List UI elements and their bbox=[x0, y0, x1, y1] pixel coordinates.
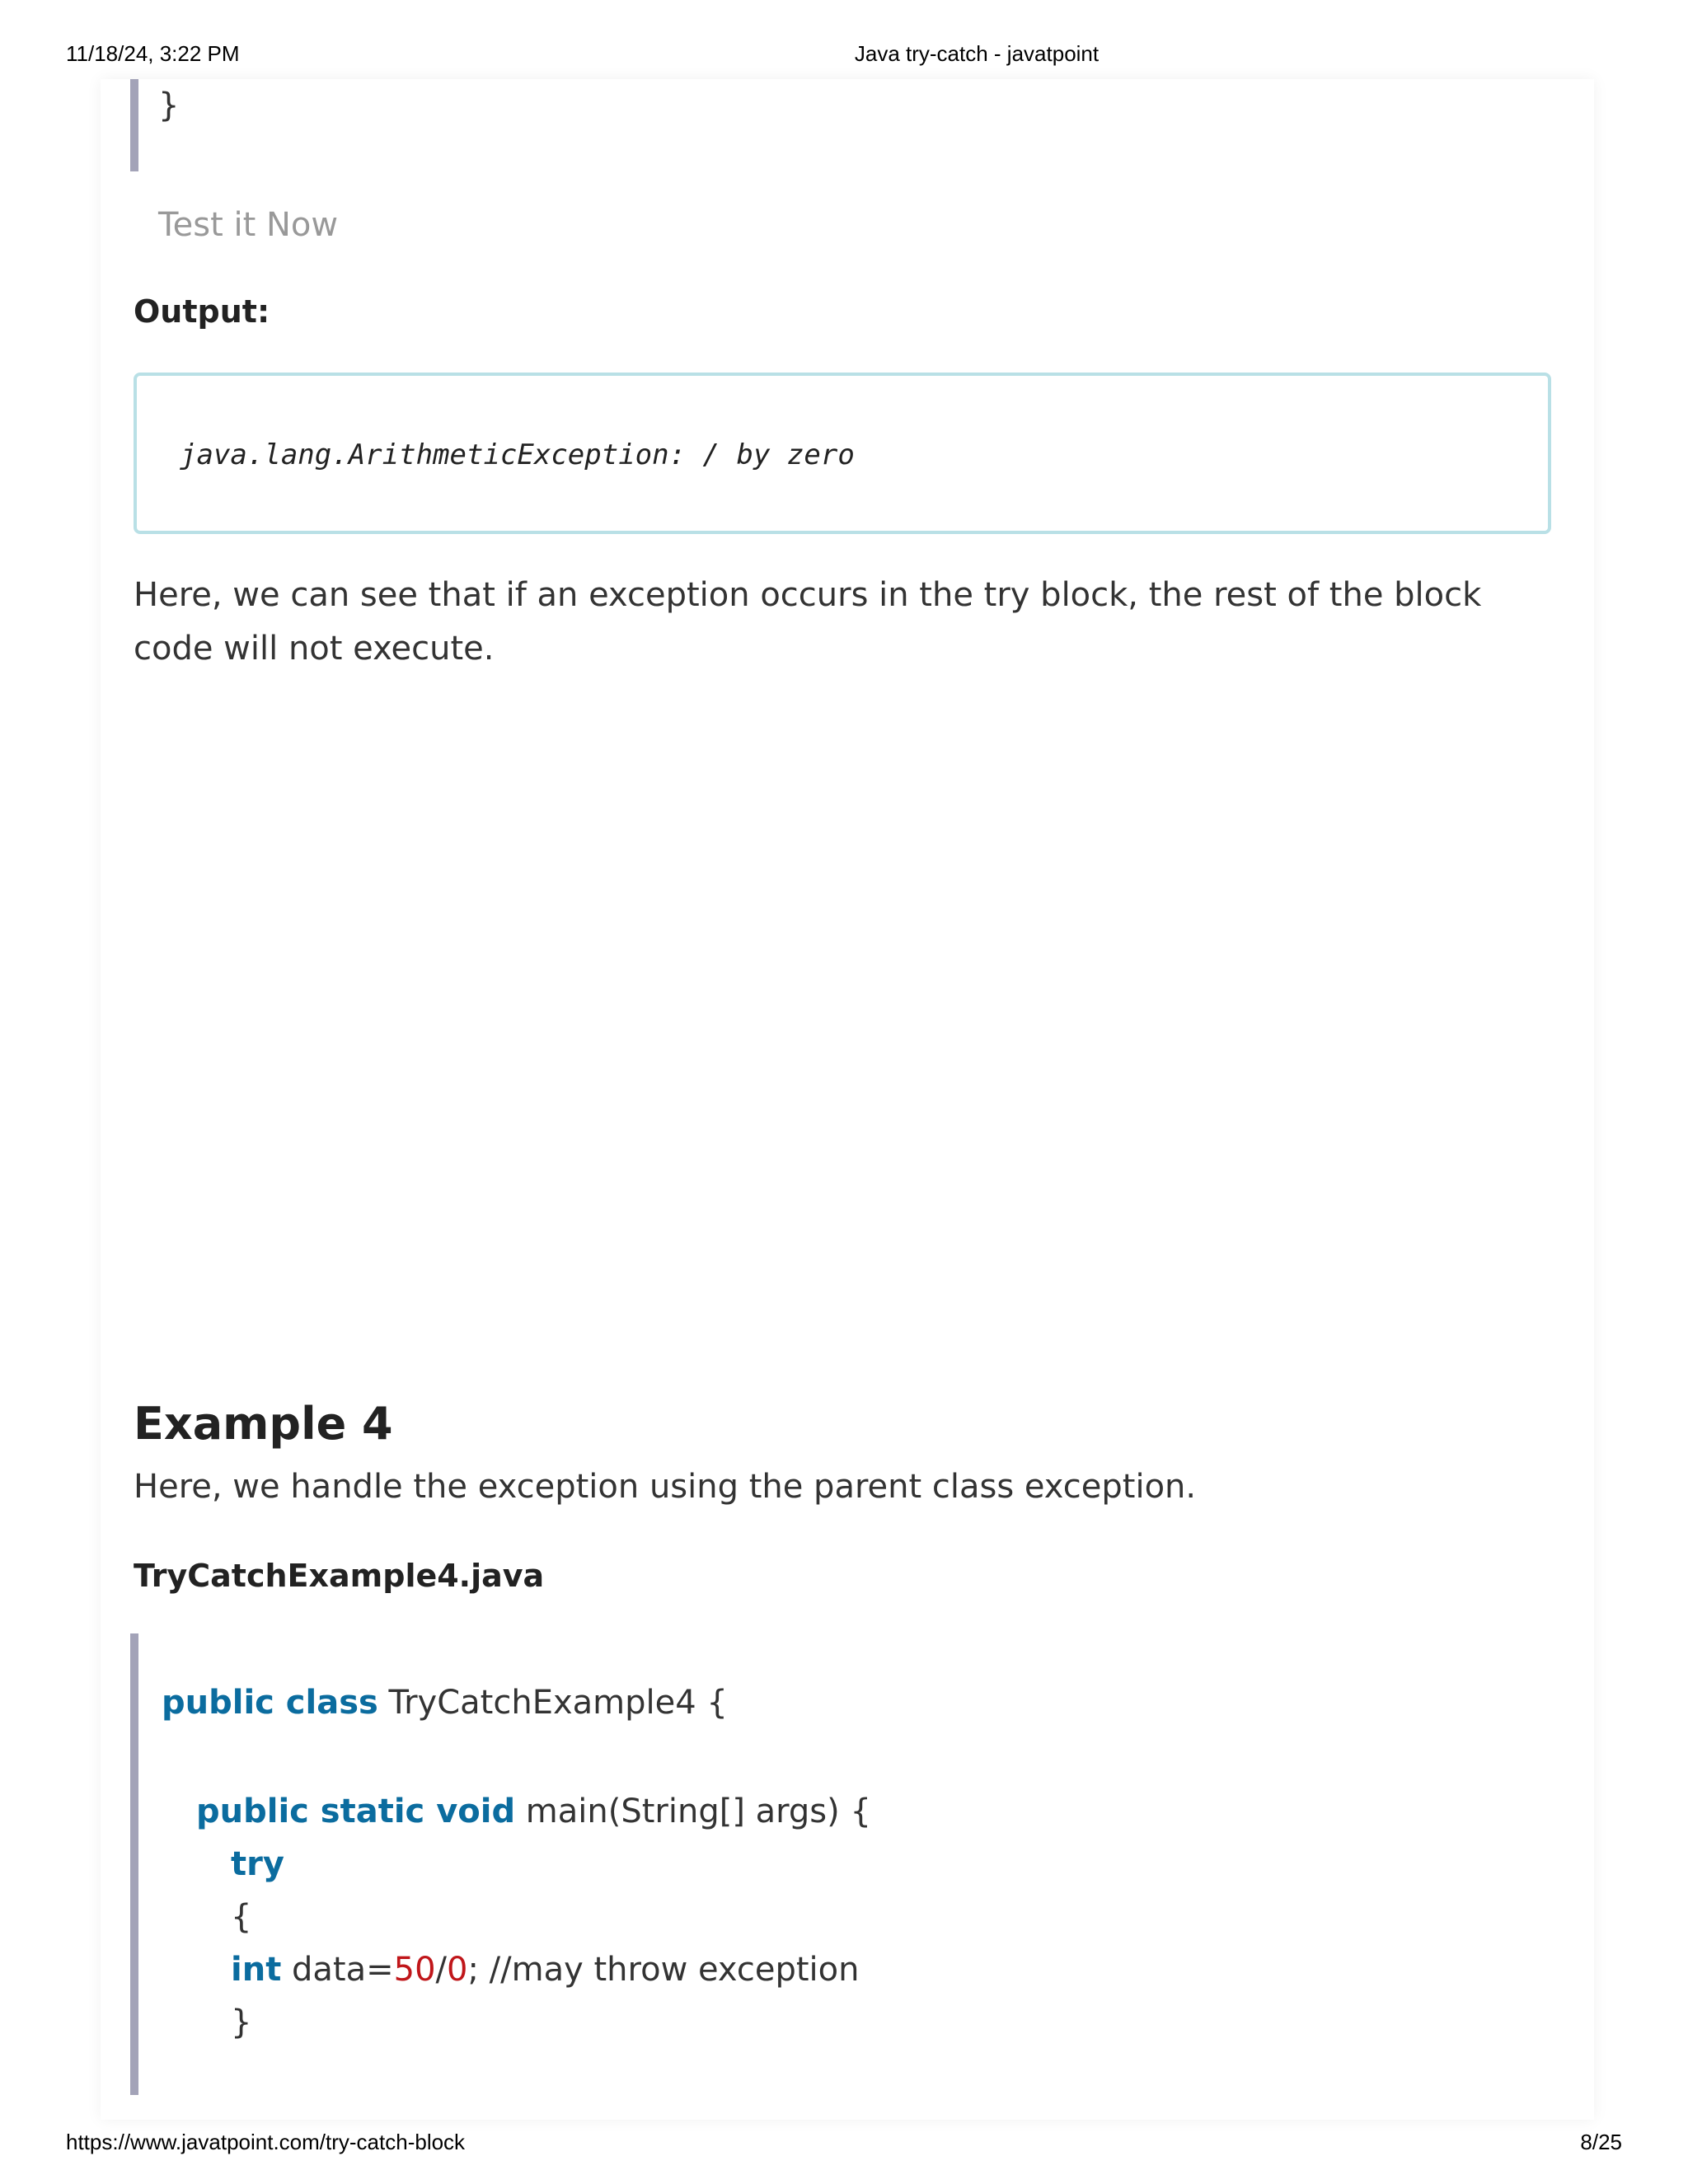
code-text: data= bbox=[281, 1951, 394, 1989]
test-it-now-link[interactable]: Test it Now bbox=[158, 206, 339, 244]
code-text: } bbox=[231, 2004, 252, 2041]
print-datetime: 11/18/24, 3:22 PM bbox=[66, 41, 240, 66]
code-keyword: public static void bbox=[196, 1793, 516, 1830]
code-line-5 bbox=[231, 1951, 860, 1989]
code-text: { bbox=[231, 1898, 252, 1936]
output-text: java.lang.ArithmeticException: / by zero bbox=[180, 438, 855, 471]
example-4-filename: TryCatchExample4.java bbox=[134, 1558, 545, 1594]
example-4-description: Here, we handle the exception using the parent class exception. bbox=[134, 1468, 1197, 1506]
print-header bbox=[0, 41, 1688, 71]
code-text: TryCatchExample4 { bbox=[377, 1684, 728, 1722]
print-page-number: 8/25 bbox=[1580, 2130, 1622, 2154]
code-comment: ; //may throw exception bbox=[467, 1951, 860, 1989]
code-line-1 bbox=[162, 1684, 728, 1722]
code-line-6 bbox=[231, 2006, 251, 2039]
output-label: Output: bbox=[134, 293, 270, 330]
code-text: / bbox=[435, 1951, 448, 1989]
code-number: 0 bbox=[447, 1951, 468, 1989]
explanation-paragraph: Here, we can see that if an exception occurs in the try block, the rest of the block code will not execute. bbox=[134, 576, 1482, 668]
code-number: 50 bbox=[393, 1951, 436, 1989]
code-keyword: try bbox=[231, 1845, 284, 1883]
code-block-border bbox=[130, 1633, 138, 2095]
code-keyword: public class bbox=[162, 1684, 378, 1722]
code-block-border bbox=[130, 79, 138, 171]
output-box bbox=[134, 373, 1551, 534]
code-text: main(String[] args) { bbox=[515, 1793, 871, 1830]
example-4-heading: Example 4 bbox=[134, 1398, 393, 1450]
print-url: https://www.javatpoint.com/try-catch-block bbox=[66, 2130, 466, 2154]
print-footer bbox=[0, 2130, 1688, 2159]
code-line-4 bbox=[231, 1898, 252, 1936]
code-line-3 bbox=[231, 1845, 284, 1883]
print-page-title: Java try-catch - javatpoint bbox=[854, 41, 1100, 66]
code-line-2 bbox=[196, 1795, 871, 1828]
code-closing-brace: } bbox=[158, 87, 180, 124]
code-keyword: int bbox=[231, 1951, 282, 1989]
